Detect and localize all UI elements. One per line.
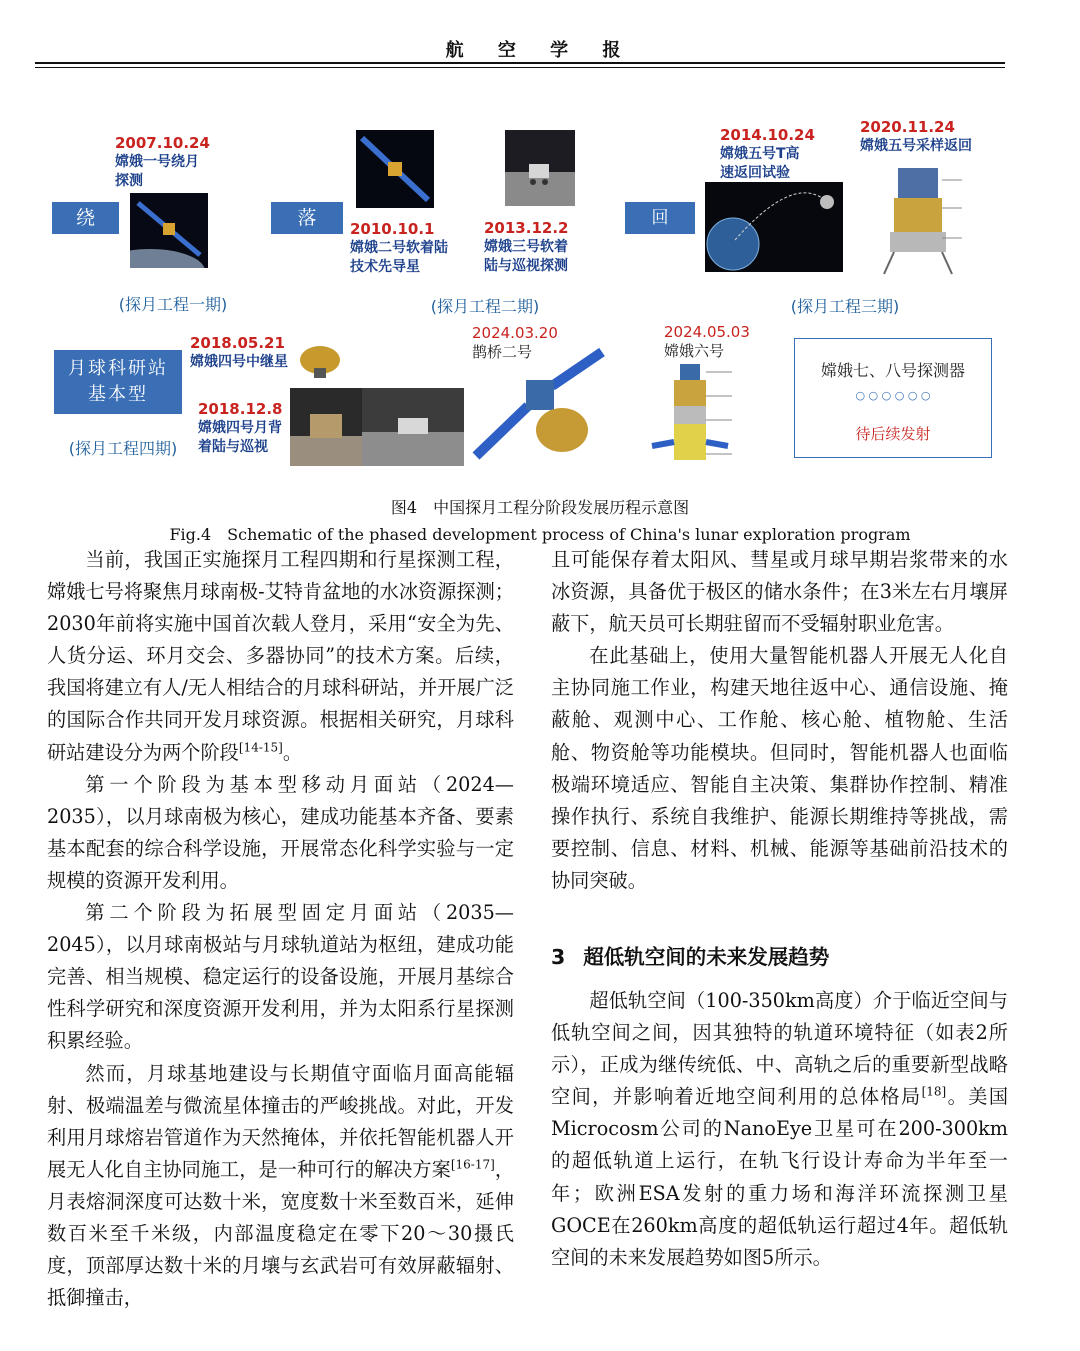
- ce1-date: 2007.10.24: [115, 134, 210, 152]
- section-3-body: [551, 985, 1008, 1274]
- ce5-date: 2020.11.24: [860, 118, 955, 136]
- citation: [18]: [921, 1084, 947, 1099]
- ce6-photo: [650, 362, 762, 468]
- ce5t-caption: [720, 126, 840, 183]
- figure-caption-cn: 图4 中国探月工程分阶段发展历程示意图: [390, 498, 690, 517]
- qq2-name: 鹊桥二号: [472, 343, 533, 361]
- header-rule-thin: [35, 67, 1005, 68]
- ce4-rover-photo: [362, 388, 464, 466]
- qq2-photo: [470, 344, 610, 464]
- header-rule-thick: [35, 62, 1005, 64]
- ce5t-line-1: 嫦娥五号T高: [720, 146, 800, 162]
- ce3-caption: [484, 219, 604, 276]
- ce2-line-2: 技术先导星: [350, 259, 420, 275]
- ce1-line-1: 嫦娥一号绕月: [115, 154, 199, 170]
- ce5t-line-2: 速返回试验: [720, 165, 790, 181]
- ce78-status: 待后续发射: [855, 425, 931, 443]
- ce1-line-2: 探测: [115, 173, 143, 189]
- phase-note-4: (探月工程四期): [68, 439, 178, 458]
- phase-note-3: (探月工程三期): [790, 297, 900, 316]
- ce3-line-2: 陆与巡视探测: [484, 258, 568, 274]
- section-title: 超低轨空间的未来发展趋势: [583, 945, 830, 969]
- left-column: [47, 544, 514, 1314]
- phase-station-line-2: 基本型: [88, 384, 148, 405]
- ce6-name: 嫦娥六号: [664, 342, 725, 360]
- phase-box-station: [54, 350, 182, 414]
- ce4-line-2: 着陆与巡视: [198, 439, 268, 455]
- ce6-date: 2024.05.03: [664, 323, 750, 341]
- section-number: 3: [551, 945, 566, 969]
- ce5-caption: [860, 118, 1000, 156]
- right-paragraph-1: 且可能保存着太阳风、彗星或月球早期岩浆带来的水冰资源，具备优于极区的储水条件；在3米左右月壤屏蔽下，航天员可长期驻留而不受辐射职业危害。: [551, 548, 1008, 636]
- left-paragraph-1: 当前，我国正实施探月工程四期和行星探测工程，嫦娥七号将聚焦月球南极-艾特肯盆地的水冰资源探测；2030年前将实施中国首次载人登月，采用“安全为先、人货分运、环月交会、多器协同”的技术方案。后续，我国将建立有人/无人相结合的月球科研站，并开展广泛的国际合作共同开发月球资源。根据相关研究，月球科研站建设分为两个阶段[14-15]。: [47, 548, 514, 764]
- section-3-heading: [551, 940, 829, 970]
- phase-note-1: (探月工程一期): [118, 295, 228, 314]
- phase-station-line-1: 月球科研站: [68, 358, 168, 379]
- ce5-photo: [876, 158, 974, 278]
- right-column: [551, 544, 1008, 897]
- left-paragraph-2: 第一个阶段为基本型移动月面站（2024—2035），以月球南极为核心，建成功能基本齐备、要素基本配套的综合科学设施，开展常态化科学实验与一定规模的资源开发利用。: [47, 772, 514, 892]
- ce4-lander-photo: [290, 388, 362, 466]
- ce4-caption: [198, 400, 298, 457]
- ce3-date: 2013.12.2: [484, 219, 569, 237]
- figure-4: [0, 110, 1080, 490]
- left-paragraph-4: 然而，月球基地建设与长期值守面临月面高能辐射、极端温差与微流星体撞击的严峻挑战。对此，开发利用月球熔岩管道作为天然掩体，并依托智能机器人开展无人化自主协同施工，是一种可行的解决方案[16-17]，月表熔洞深度可达数十米，宽度数十米至数百米，延伸数百米至千米级，内部温度稳定在零下20～30摄氏度，顶部厚达数十米的月壤与玄武岩可有效屏蔽辐射、抵御撞击，: [47, 1061, 515, 1310]
- citation: [14-15]: [238, 740, 283, 755]
- phase-note-2: (探月工程二期): [430, 297, 540, 316]
- citation: [16-17]: [450, 1157, 495, 1172]
- figure-caption-en: Fig.4 Schematic of the phased development process of China's lunar exploration program: [169, 525, 911, 544]
- ce4-line-1: 嫦娥四号月背: [198, 420, 282, 436]
- section-3-paragraph: 超低轨空间（100-350km高度）介于临近空间与低轨空间之间，因其独特的轨道环境特征（如表2所示），正成为继传统低、中、高轨之后的重要新型战略空间，并影响着近地空间利用的总体格局[18]。美国Microcosm公司的NanoEye卫星可在200-300km的超低轨道上运行，在轨飞行设计寿命为半年至一年；欧洲ESA发射的重力场和海洋环流探测卫星GOCE在260km高度的超低轨运行超过4年。超低轨空间的未来发展趋势如图5所示。: [551, 989, 1009, 1269]
- ce78-box: [794, 338, 992, 458]
- ce2-line-1: 嫦娥二号软着陆: [350, 240, 448, 256]
- ce4relay-photo: [292, 338, 350, 386]
- ce2-photo: [356, 130, 434, 208]
- phase-box-rao: 绕: [52, 202, 119, 234]
- ce3-photo: [505, 130, 575, 206]
- ce3-line-1: 嫦娥三号软着: [484, 239, 568, 255]
- left-paragraph-3: 第二个阶段为拓展型固定月面站（2035—2045），以月球南极站与月球轨道站为枢纽，建成功能完善、相当规模、稳定运行的设备设施，开展月基综合性科学研究和深度资源开发利用，并为太阳系行星探测积累经验。: [47, 901, 514, 1053]
- ce78-dots: ○ ○ ○ ○ ○ ○: [855, 389, 931, 402]
- ce5t-photo: [705, 182, 843, 272]
- ce4-date: 2018.12.8: [198, 400, 283, 418]
- phase-box-luo: 落: [271, 202, 343, 234]
- right-paragraph-2: 在此基础上，使用大量智能机器人开展无人化自主协同施工作业，构建天地往返中心、通信设施、掩蔽舱、观测中心、工作舱、核心舱、植物舱、生活舱、物资舱等功能模块。但同时，智能机器人也面临极端环境适应、智能自主决策、集群协作控制、精准操作执行、系统自我维护、能源长期维持等挑战，需要控制、信息、材料、机械、能源等基础前沿技术的协同突破。: [551, 644, 1008, 892]
- phase-box-hui: 回: [625, 202, 695, 234]
- journal-title: 航 空 学 报: [445, 40, 635, 61]
- ce1-caption: [115, 134, 235, 191]
- ce4relay-line-1: 嫦娥四号中继星: [190, 354, 288, 370]
- ce5-line-1: 嫦娥五号采样返回: [860, 138, 972, 154]
- qq2-date: 2024.03.20: [472, 324, 558, 342]
- ce2-caption: [350, 220, 480, 277]
- ce1-photo: [130, 193, 208, 268]
- ce4relay-date: 2018.05.21: [190, 334, 285, 352]
- ce5t-date: 2014.10.24: [720, 126, 815, 144]
- ce2-date: 2010.10.1: [350, 220, 435, 238]
- ce6-caption: [664, 323, 774, 361]
- ce78-title: 嫦娥七、八号探测器: [820, 361, 965, 380]
